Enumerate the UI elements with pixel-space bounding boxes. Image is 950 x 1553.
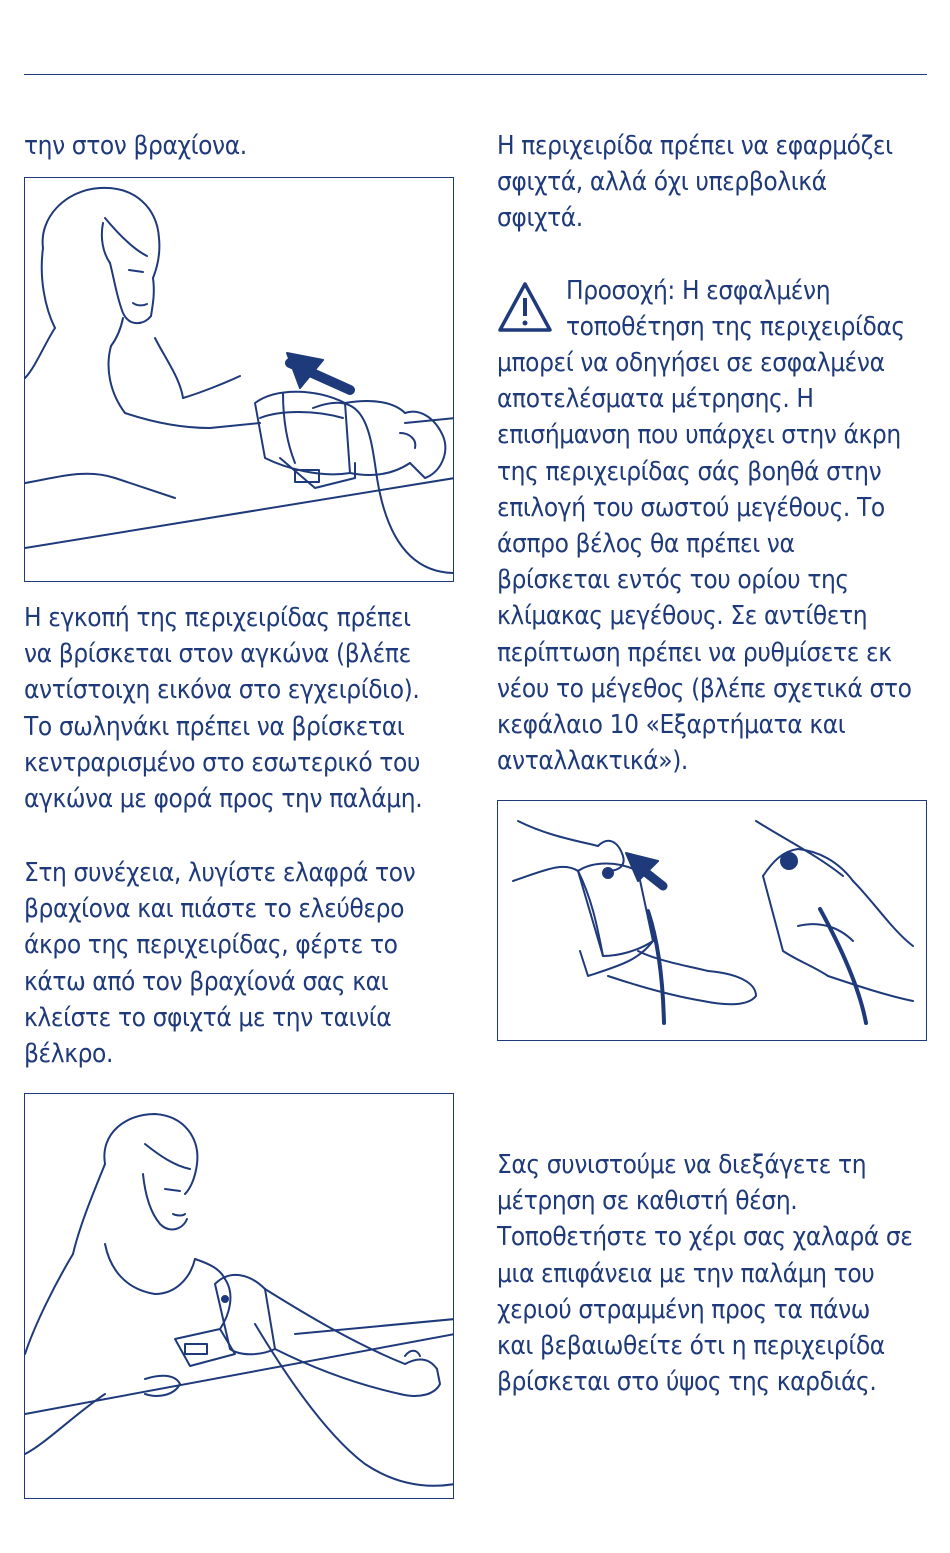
illustration-cuff-marker xyxy=(498,801,927,1041)
illustration-woman-wrapping-cuff xyxy=(25,178,454,582)
warning-lead: Προσοχή: Η εσφαλμένη τοποθέτηση της περιχειρίδας xyxy=(566,276,905,343)
header-rule xyxy=(24,74,927,75)
fit-instruction: Η περιχειρίδα πρέπει να εφαρμόζει σφιχτά, αλλά όχι υπερβολικά σφιχτά. xyxy=(497,131,893,234)
warning-body: μπορεί να οδηγήσει σε εσφαλμένα αποτελέσματα μέτρησης. Η επισήμανση που υπάρχει στην άκρη της περιχειρίδας σάς βοηθά στην επιλογή του σωστού μεγέθους. Το άσπρο βέλος θα πρέπει να βρίσκεται εντός του ορίου της κλίμακας μεγέθους. Σε αντίθετη περίπτωση πρέπει να ρυθμίσετε εκ νέου το μέγεθος (βλέπε σχετικά στο κεφάλαιο 10 «Εξαρτήματα και ανταλλακτικά»). xyxy=(497,348,912,777)
seated-measurement-text: Σας συνιστούμε να διεξάγετε τη μέτρηση σε καθιστή θέση. Τοποθετήστε το χέρι σας χαλαρά σε μια επιφάνεια με την παλάμη του χεριού στραμμένη προς τα πάνω και βεβαιωθείτε ότι η περιχειρίδα βρίσκεται στο ύψος της καρδιάς. xyxy=(497,1150,913,1398)
warning-icon xyxy=(497,280,553,334)
wrap-instructions: Στη συνέχεια, λυγίστε ελαφρά τον βραχίονα και πιάστε το ελεύθερο άκρο της περιχειρίδας, φέρτε το κάτω από τον βραχίονά σας και κλείστε το σφιχτά με την ταινία βέλκρο. xyxy=(24,858,416,1070)
elbow-instructions: Η εγκοπή της περιχειρίδας πρέπει να βρίσκεται στον αγκώνα (βλέπε αντίστοιχη εικόνα στο εγχειρίδιο). Το σωληνάκι πρέπει να βρίσκεται κεντραρισμένο στο εσωτερικό του αγκώνα με φορά προς την παλάμη. xyxy=(24,603,423,815)
illustration-seated-woman xyxy=(25,1094,454,1499)
intro-text: την στον βραχίονα. xyxy=(24,131,247,161)
figure-seated-measurement xyxy=(24,1093,454,1499)
figure-cuff-fitting xyxy=(24,177,454,582)
figure-cuff-size-check xyxy=(497,800,927,1041)
